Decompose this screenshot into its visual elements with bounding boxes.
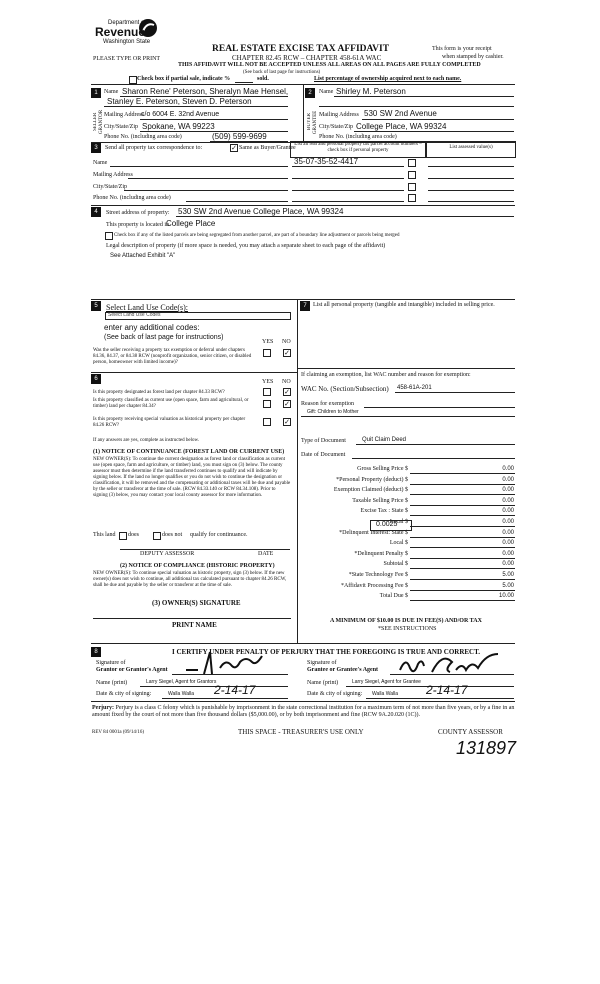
s3-name-label: Name (93, 160, 108, 166)
qualify-label: qualify for continuance. (190, 532, 248, 538)
s6-q1-yes[interactable] (263, 388, 271, 396)
doc-date-label: Date of Document (301, 452, 346, 458)
grantor-date[interactable]: 2-14-17 (214, 683, 256, 697)
buyer-name[interactable]: Shirley M. Peterson (336, 87, 406, 96)
grantor-city[interactable]: Walla Walla (168, 691, 195, 697)
section-3-badge: 3 (91, 143, 101, 153)
fee-value[interactable]: 0.00 (502, 561, 514, 567)
s5-exemption-no[interactable]: ✓ (284, 349, 290, 357)
s6-q1-no[interactable]: ✓ (284, 388, 290, 396)
buyer-city[interactable]: College Place, WA 99324 (356, 122, 447, 131)
additional-codes-label: enter any additional codes: (104, 323, 200, 332)
located-label: This property is located in (106, 222, 169, 228)
land-use-placeholder: Select Land Use Codes (108, 312, 161, 318)
doc-type-label: Type of Document (301, 438, 346, 444)
grantee-signature[interactable] (396, 646, 512, 676)
print-name-label: PRINT NAME (172, 621, 217, 629)
section-4-badge: 4 (91, 207, 101, 217)
grantee-sig-label2: Grantee or Grantee's Agent (307, 667, 379, 673)
land-use-see-back: (See back of last page for instructions) (104, 334, 224, 341)
buyer-name-label: Name (319, 89, 334, 95)
deputy-assessor-label: DEPUTY ASSESSOR (140, 551, 195, 557)
fee-label: Exemption Claimed (deduct) $ (333, 487, 408, 493)
seller-mailing[interactable]: c/o 6004 E. 32nd Avenue (141, 111, 220, 118)
fee-value[interactable]: 5.00 (502, 583, 514, 589)
buyer-mailing[interactable]: 530 SW 2nd Avenue (364, 109, 437, 118)
section-1-badge: 1 (91, 88, 101, 98)
section-6-badge: 6 (91, 374, 101, 384)
exemption-reason-label: Reason for exemption (301, 401, 354, 407)
buyer-phone-label: Phone No. (including area code) (319, 134, 397, 140)
land-does-not-checkbox[interactable] (153, 532, 161, 540)
s3-phone-label: Phone No. (including area code) (93, 195, 171, 201)
grantee-name-label: Name (print) (307, 680, 339, 686)
form-see-back: (See back of last page for instructions) (243, 70, 321, 75)
street-address[interactable]: 530 SW 2nd Avenue College Place, WA 99324 (178, 207, 344, 216)
parcel-4-personal-checkbox[interactable] (408, 194, 416, 202)
fee-label: *Delinquent Interest: State $ (339, 530, 408, 536)
fee-label: Subtotal $ (383, 561, 408, 567)
treasurer-use: THIS SPACE - TREASURER'S USE ONLY (238, 728, 364, 736)
grantee-date[interactable]: 2-14-17 (426, 683, 468, 697)
seller-side-label: SELLER GRANTOR (93, 109, 104, 135)
deputy-date-label: DATE (258, 551, 274, 557)
dept-name: Revenue (95, 25, 146, 39)
fee-value[interactable]: 0.00 (502, 498, 514, 504)
fee-value[interactable]: 0.00 (502, 530, 514, 536)
section-7-badge: 7 (300, 301, 310, 311)
land-does-label: does (128, 532, 139, 538)
partial-sale-label: Check box if partial sale, indicate % (137, 76, 231, 82)
stamp-number: 131897 (456, 738, 517, 758)
form-title: REAL ESTATE EXCISE TAX AFFIDAVIT (212, 44, 390, 54)
partial-sale-sold: sold. (257, 76, 269, 82)
land-does-checkbox[interactable] (119, 532, 127, 540)
exemption-reason[interactable]: Gift: Children to Mother (307, 409, 359, 415)
grantor-date-city-label: Date & city of signing: (96, 691, 152, 697)
parcel-1-personal-checkbox[interactable] (408, 159, 416, 167)
partial-sale-checkbox[interactable] (129, 76, 137, 84)
section-2-badge: 2 (305, 88, 315, 98)
section-8-badge: 8 (91, 647, 101, 657)
perjury-text: Perjury is a class C felony which is punishable by imprisonment in the state correctional institution for a maximum term of not more than five years, or by a fine in an amount fixed by the court of not more than five thousand dollars ($5,000.00), or by both imprisonment and fine (RCW 9A.20.020 (1C)). (92, 705, 515, 718)
fee-label: *Affidavit Processing Fee $ (340, 583, 408, 589)
segregated-label: Check box if any of the listed parcels are being segregated from another parcel, are part of a boundary line adjustment or parcels being merged (114, 233, 400, 238)
s6-q2-yes[interactable] (263, 400, 271, 408)
fee-label: *Personal Property (deduct) $ (336, 477, 408, 483)
s5-yes-header: YES (262, 339, 274, 345)
street-address-label: Street address of property: (106, 210, 170, 216)
fee-value[interactable]: 0.00 (502, 508, 514, 514)
grantee-sig-label1: Signature of (307, 660, 337, 666)
wac-number[interactable]: 458-61A-201 (397, 385, 432, 391)
legal-description-label: Legal description of property (if more space is needed, you may attach a separate sheet to each page of the affidavit) (106, 243, 386, 249)
s6-q2: Is this property classified as current use (open space, farm and agricultural, or timber) land per chapter 84.34? (93, 398, 249, 409)
fee-value[interactable]: 0.00 (502, 466, 514, 472)
please-type: PLEASE TYPE OR PRINT (93, 56, 161, 62)
notice1-body: NEW OWNER(S): To continue the current designation as forest land or classification as current use (open space, farm and agriculture, or timber) land, you must sign on (3) below. The county assessor must then determine if the land transferred continues to qualify and will indicate by signing below. If the land no longer qualifies or you do not wish to continue the designation or classification, it will be removed and the compensating or additional taxes will be due and payable by the seller or transferor at the time of sale. (RCW 84.33.140 or RCW 84.34.108). Prior to signing (3) below, you may contact your local county assessor for more information. (93, 457, 291, 498)
county-assessor: COUNTY ASSESSOR (438, 728, 503, 736)
fee-label: Taxable Selling Price $ (352, 498, 408, 504)
section-5-badge: 5 (91, 301, 101, 311)
receipt-line2: when stamped by cashier. (442, 54, 504, 60)
buyer-mailing-label: Mailing Address (319, 112, 359, 118)
notice1-title: (1) NOTICE OF CONTINUANCE (FOREST LAND OR CURRENT USE) (93, 449, 285, 455)
grantee-city[interactable]: Walla Walla (372, 691, 399, 697)
fee-label: Excise Tax : State $ (360, 508, 408, 514)
see-instructions: *SEE INSTRUCTIONS (378, 626, 437, 632)
exemption-question: Was the seller receiving a property tax exemption or deferral under chapters 84.36, 84.37, or 84.38 RCW (nonprofit organization, senior citizen, or disabled person, homeowner with limited income)? (93, 348, 252, 365)
seller-name[interactable]: Sharon Rene' Peterson, Sheralyn Mae Hensel, (122, 87, 289, 96)
form-chapter: CHAPTER 82.45 RCW – CHAPTER 458-61A WAC (232, 54, 382, 62)
dept-state: Washington State (103, 39, 151, 45)
s6-no-header: NO (282, 379, 291, 385)
s6-q1: Is this property designated as forest land per chapter 84.33 RCW? (93, 390, 225, 395)
grantee-name[interactable]: Larry Siegel, Agent for Grantee (352, 679, 421, 685)
assessed-header: List assessed value(s) (449, 145, 493, 150)
seller-phone[interactable]: (509) 599-9699 (212, 132, 267, 141)
doc-type[interactable]: Quit Claim Deed (362, 437, 407, 443)
seller-city[interactable]: Spokane, WA 99223 (142, 122, 215, 131)
s3-mailing-label: Mailing Address (93, 172, 133, 178)
wac-label: WAC No. (Section/Subsection) (301, 385, 389, 393)
s5-exemption-yes[interactable] (263, 349, 271, 357)
seller-name-label: Name (104, 89, 119, 95)
buyer-city-label: City/State/Zip (319, 124, 353, 130)
fee-label: Total Due $ (379, 593, 408, 599)
receipt-line1: This form is your receipt (432, 46, 492, 52)
seller-mailing-label: Mailing Address (104, 112, 144, 118)
fee-label: *State Technology Fee $ (348, 572, 408, 578)
fee-label: *Delinquent Penalty $ (354, 551, 408, 557)
dept-top: Department of (108, 20, 147, 26)
land-does-not-label: does not (162, 532, 183, 538)
this-land-label: This land (93, 532, 116, 538)
fee-label: Local $ (389, 519, 408, 525)
send-correspondence-label: Send all property tax correspondence to: (105, 145, 203, 151)
parcel-number[interactable]: 35-07-35-52-4417 (294, 157, 359, 166)
parcel-2-personal-checkbox[interactable] (408, 171, 416, 179)
notice2-body: NEW OWNER(S): To continue special valuation as historic property, sign (3) below. If the new owner(s) does not wish to continue, all additional tax calculated pursuant to chapter 84.26 RCW, shall be due and payable by the seller or transferor at the time of sale. (93, 571, 287, 588)
fee-label: Local $ (389, 540, 408, 546)
seller-name-2[interactable]: Stanley E. Peterson, Steven D. Peterson (107, 97, 252, 106)
seller-phone-label: Phone No. (including area code) (104, 134, 182, 140)
segregated-checkbox[interactable] (105, 232, 113, 240)
land-use-label: Select Land Use Code(s): (106, 303, 188, 312)
seller-city-label: City/State/Zip (104, 124, 138, 130)
fee-value[interactable]: 10.00 (498, 593, 514, 599)
buyer-side-label: BUYER GRANTEE (307, 110, 318, 134)
s6-q3-no[interactable]: ✓ (284, 418, 290, 426)
perjury-statement (92, 705, 516, 719)
s6-q3: Is this property receiving special valuation as historical property per chapter 84.26 RCW? (93, 417, 246, 428)
s6-if-yes: If any answers are yes, complete as instructed below. (93, 438, 200, 443)
s6-q2-no[interactable]: ✓ (284, 400, 290, 408)
fee-value[interactable]: 0.00 (502, 551, 514, 557)
located-city[interactable]: College Place (166, 219, 216, 228)
s5-no-header: NO (282, 339, 291, 345)
grantor-sig-label2: Grantor or Grantor's Agent (96, 667, 168, 673)
grantor-name-label: Name (print) (96, 680, 128, 686)
minimum-due: A MINIMUM OF $10.00 IS DUE IN FEE(S) AND/OR TAX (330, 618, 482, 624)
notice2-title: (2) NOTICE OF COMPLIANCE (HISTORIC PROPERTY) (120, 563, 275, 569)
fee-value[interactable]: 0.00 (502, 487, 514, 493)
fee-value[interactable]: 0.00 (502, 519, 514, 525)
parcel-header: List all real and personal property tax parcel account numbers – check box if personal property (294, 142, 422, 153)
grantor-sig-label1: Signature of (96, 660, 126, 666)
certify-statement: I CERTIFY UNDER PENALTY OF PERJURY THAT THE FOREGOING IS TRUE AND CORRECT. (172, 648, 481, 656)
legal-description[interactable]: See Attached Exhibit "A" (110, 253, 176, 259)
same-as-buyer-checkbox[interactable]: ✓ (231, 144, 237, 152)
grantor-signature[interactable] (180, 648, 280, 678)
s3-city-label: City/State/Zip (93, 184, 127, 190)
exemption-claim-label: If claiming an exemption, list WAC number and reason for exemption: (301, 372, 471, 378)
perjury-label: Perjury: (92, 705, 114, 711)
fee-label: Gross Selling Price $ (357, 466, 408, 472)
same-as-buyer-label: Same as Buyer/Grantee (239, 145, 296, 151)
ownership-pct-label: List percentage of ownership acquired next to each name. (314, 76, 462, 82)
local-rate[interactable]: 0.0025 (376, 521, 398, 528)
owner-signature-label: (3) OWNER(S) SIGNATURE (152, 599, 241, 607)
s6-q3-yes[interactable] (263, 418, 271, 426)
s6-yes-header: YES (262, 379, 274, 385)
form-warning: THIS AFFIDAVIT WILL NOT BE ACCEPTED UNLESS ALL AREAS ON ALL PAGES ARE FULLY COMPLETED (178, 62, 481, 68)
fee-value[interactable]: 0.00 (502, 540, 514, 546)
personal-property-label: List all personal property (tangible and intangible) included in selling price. (313, 302, 495, 308)
rev-number: REV 84 0001a (09/14/16) (92, 730, 144, 735)
parcel-3-personal-checkbox[interactable] (408, 183, 416, 191)
grantor-name[interactable]: Larry Siegel, Agent for Grantors (146, 679, 217, 685)
fee-value[interactable]: 0.00 (502, 477, 514, 483)
fee-value[interactable]: 5.00 (502, 572, 514, 578)
grantee-date-city-label: Date & city of signing: (307, 691, 363, 697)
